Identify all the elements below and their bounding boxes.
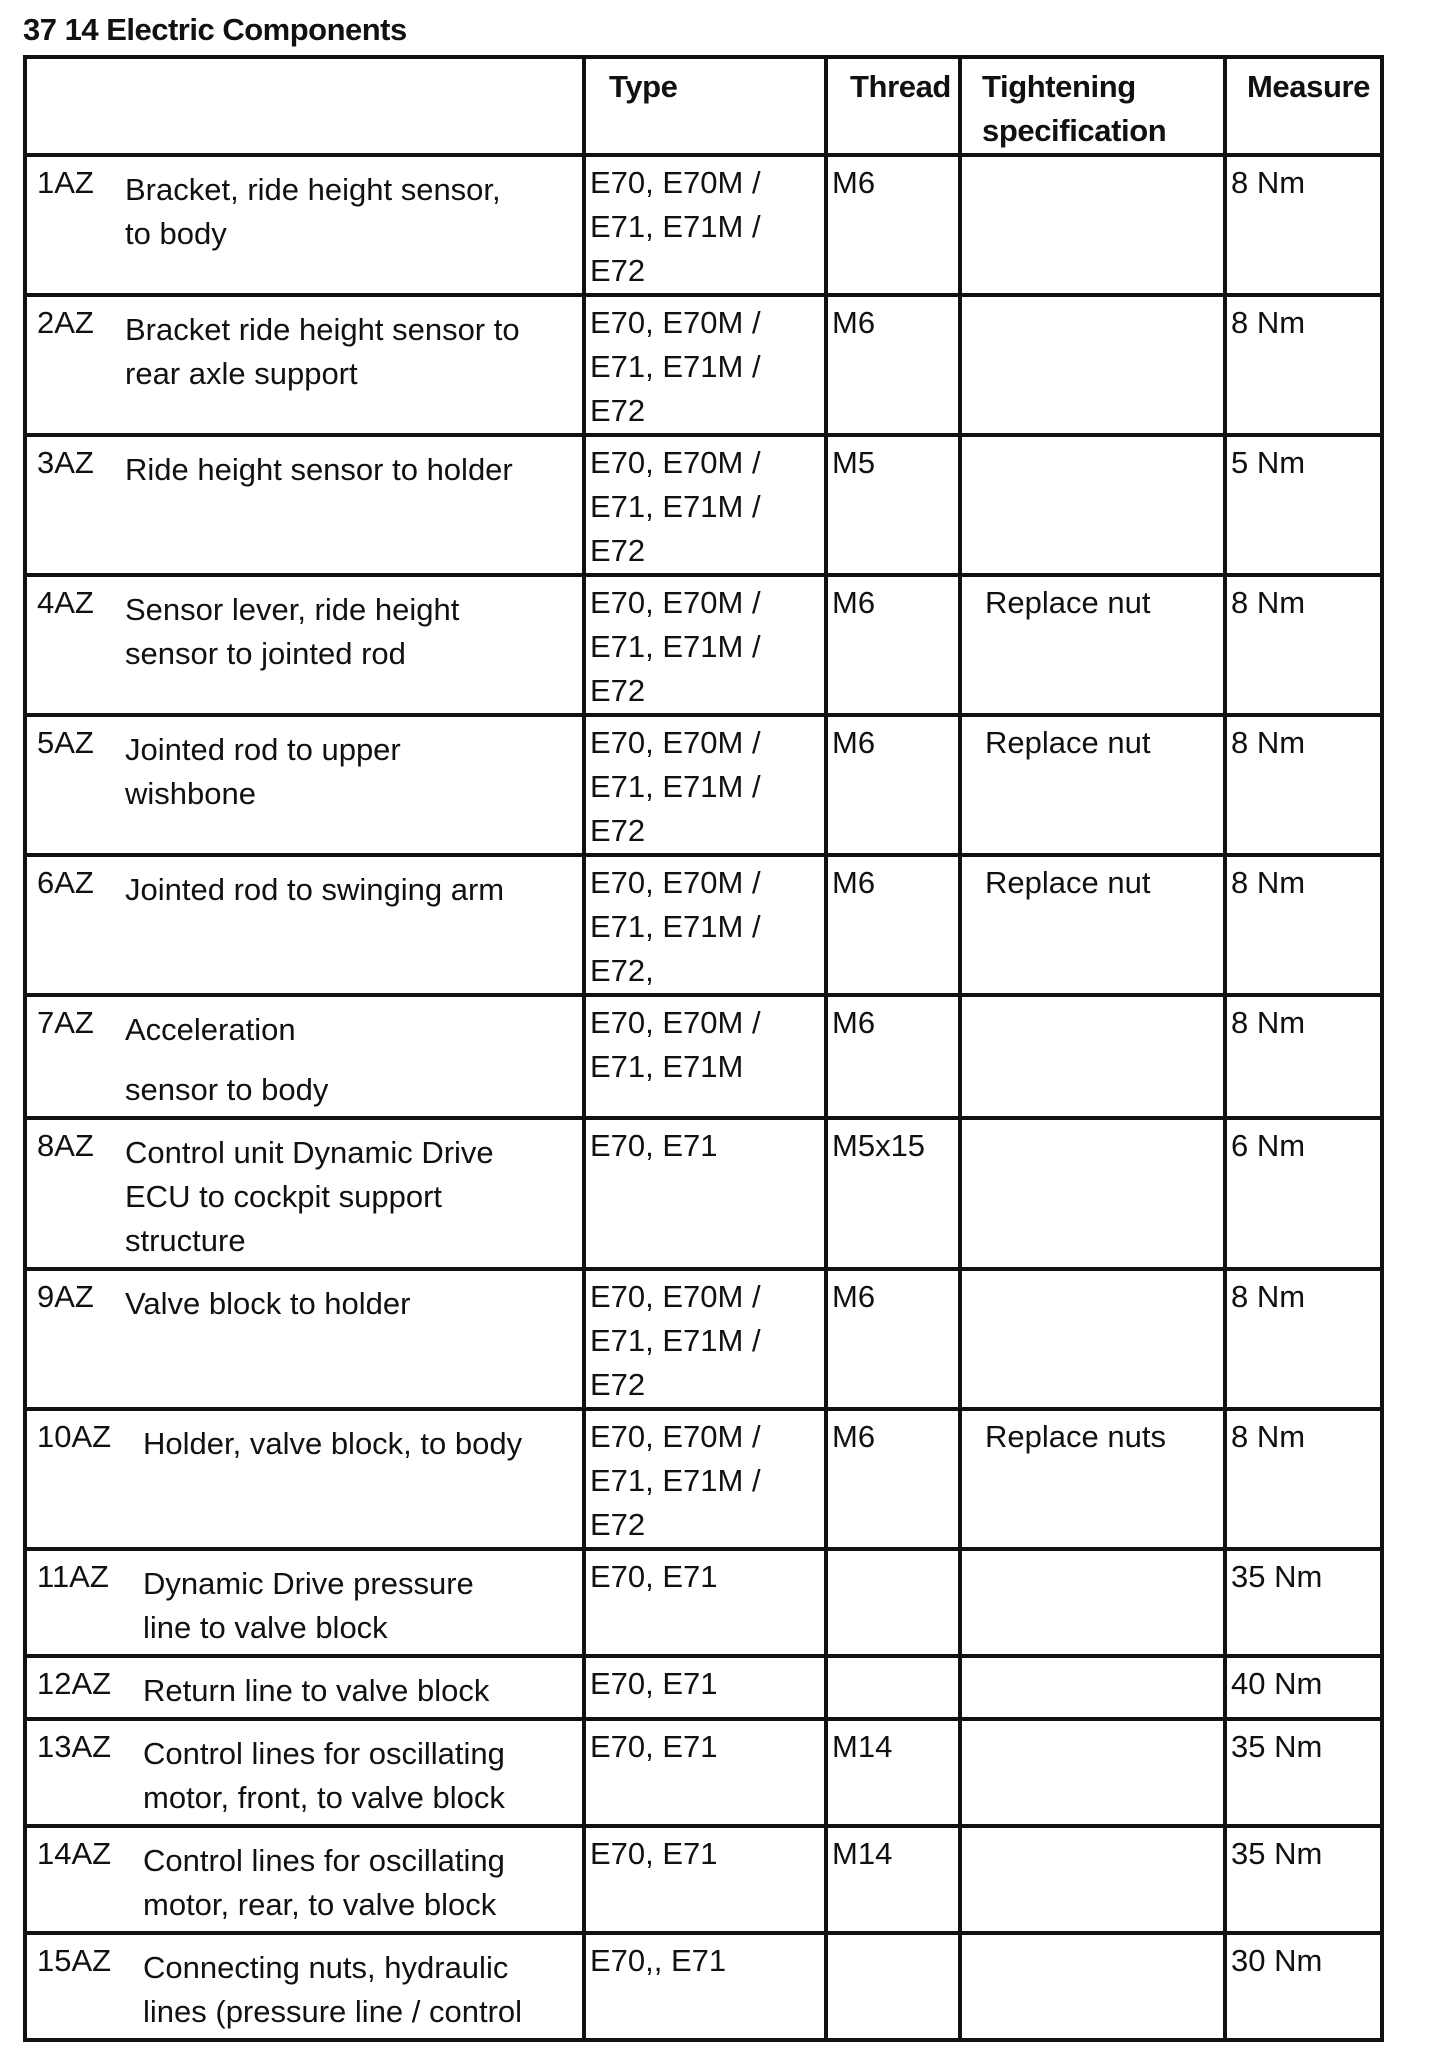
tightening-spec-cell — [960, 295, 1225, 435]
item-description: Sensor lever, ride height sensor to jointed rod — [125, 592, 460, 671]
header-tightening-specification: Tightening specification — [960, 57, 1225, 155]
item-code: 9AZ — [37, 1279, 94, 1314]
table-row — [25, 1826, 1382, 1933]
header-measure: Measure — [1225, 57, 1382, 155]
item-cell — [25, 1826, 584, 1933]
table-row — [25, 715, 1382, 855]
measure-cell: 30 Nm — [1225, 1933, 1382, 2040]
thread-cell — [826, 1549, 960, 1656]
measure-cell: 40 Nm — [1225, 1656, 1382, 1719]
type-cell: E70, E70M / E71, E71M / E72 — [584, 295, 826, 435]
measure-cell: 8 Nm — [1225, 155, 1382, 295]
table-row — [25, 435, 1382, 575]
thread-cell: M6 — [826, 295, 960, 435]
item-description: Valve block to holder — [125, 1286, 411, 1321]
item-cell — [25, 715, 584, 855]
table-row — [25, 1269, 1382, 1409]
tightening-spec-cell: Replace nut — [960, 855, 1225, 995]
thread-cell: M5x15 — [826, 1118, 960, 1269]
header-type: Type — [584, 57, 826, 155]
tightening-spec-cell — [960, 1719, 1225, 1826]
item-cell — [25, 155, 584, 295]
thread-cell: M6 — [826, 995, 960, 1118]
item-code: 15AZ — [37, 1943, 112, 1978]
item-cell — [25, 435, 584, 575]
tightening-spec-cell — [960, 1549, 1225, 1656]
thread-cell: M6 — [826, 715, 960, 855]
tightening-spec-cell: Replace nut — [960, 715, 1225, 855]
tightening-spec-cell — [960, 1118, 1225, 1269]
item-cell — [25, 1269, 584, 1409]
table-row — [25, 1719, 1382, 1826]
type-cell: E70, E70M / E71, E71M / E72 — [584, 575, 826, 715]
measure-cell: 5 Nm — [1225, 435, 1382, 575]
item-description: Dynamic Drive pressure line to valve block — [143, 1566, 474, 1645]
type-cell: E70, E70M / E71, E71M / E72 — [584, 155, 826, 295]
thread-cell: M14 — [826, 1719, 960, 1826]
item-description: Connecting nuts, hydraulic lines (pressure line / control — [143, 1950, 523, 2029]
item-description: Control unit Dynamic Drive ECU to cockpit support structure — [125, 1135, 494, 1258]
type-cell: E70, E71 — [584, 1549, 826, 1656]
measure-cell: 35 Nm — [1225, 1826, 1382, 1933]
item-description: Ride height sensor to holder — [125, 452, 513, 487]
measure-cell: 8 Nm — [1225, 295, 1382, 435]
item-code: 13AZ — [37, 1729, 112, 1764]
item-code: 11AZ — [37, 1559, 109, 1594]
thread-cell: M6 — [826, 855, 960, 995]
item-cell — [25, 1719, 584, 1826]
item-cell — [25, 1656, 584, 1719]
item-cell — [25, 995, 584, 1118]
tightening-spec-cell — [960, 1656, 1225, 1719]
header-thread: Thread — [826, 57, 960, 155]
thread-cell: M6 — [826, 1269, 960, 1409]
item-cell — [25, 855, 584, 995]
item-code: 4AZ — [37, 585, 94, 620]
table-row — [25, 1118, 1382, 1269]
thread-cell — [826, 1933, 960, 2040]
tightening-spec-cell — [960, 1269, 1225, 1409]
measure-cell: 35 Nm — [1225, 1719, 1382, 1826]
measure-cell: 35 Nm — [1225, 1549, 1382, 1656]
item-description: Return line to valve block — [143, 1673, 490, 1708]
item-description: Control lines for oscillating motor, rear, to valve block — [143, 1843, 505, 1922]
thread-cell: M5 — [826, 435, 960, 575]
measure-cell: 8 Nm — [1225, 995, 1382, 1118]
item-cell — [25, 1409, 584, 1549]
tightening-spec-cell: Replace nuts — [960, 1409, 1225, 1549]
item-code: 8AZ — [37, 1128, 94, 1163]
item-description: Control lines for oscillating motor, front, to valve block — [143, 1736, 505, 1815]
type-cell: E70, E71 — [584, 1826, 826, 1933]
measure-cell: 8 Nm — [1225, 575, 1382, 715]
table-row — [25, 1933, 1382, 2040]
table-row — [25, 995, 1382, 1118]
torque-table — [23, 55, 1384, 2042]
header-row — [25, 57, 1382, 155]
measure-cell: 8 Nm — [1225, 715, 1382, 855]
item-code: 6AZ — [37, 865, 94, 900]
tightening-spec-cell — [960, 995, 1225, 1118]
header-item — [25, 57, 584, 155]
item-code: 1AZ — [37, 165, 94, 200]
measure-cell: 8 Nm — [1225, 855, 1382, 995]
item-description: Jointed rod to upper wishbone — [125, 732, 401, 811]
table-row — [25, 1656, 1382, 1719]
item-code: 12AZ — [37, 1666, 112, 1701]
item-description: Bracket, ride height sensor, to body — [125, 172, 501, 251]
type-cell: E70, E71 — [584, 1719, 826, 1826]
measure-cell: 8 Nm — [1225, 1409, 1382, 1549]
item-cell — [25, 575, 584, 715]
tightening-spec-cell — [960, 1826, 1225, 1933]
type-cell: E70, E70M / E71, E71M / E72 — [584, 715, 826, 855]
type-cell: E70, E70M / E71, E71M / E72 — [584, 1409, 826, 1549]
item-description: Holder, valve block, to body — [143, 1426, 523, 1461]
item-code: 10AZ — [37, 1419, 112, 1454]
tightening-spec-cell — [960, 435, 1225, 575]
item-description: Bracket ride height sensor to rear axle support — [125, 312, 520, 391]
item-description: Acceleration sensor to body — [125, 1012, 329, 1107]
type-cell: E70, E71 — [584, 1656, 826, 1719]
thread-cell: M6 — [826, 1409, 960, 1549]
item-code: 5AZ — [37, 725, 94, 760]
table-row — [25, 155, 1382, 295]
table-row — [25, 1549, 1382, 1656]
type-cell: E70, E70M / E71, E71M / E72, — [584, 855, 826, 995]
item-code: 3AZ — [37, 445, 94, 480]
thread-cell: M6 — [826, 155, 960, 295]
item-description: Jointed rod to swinging arm — [125, 872, 505, 907]
item-cell — [25, 1933, 584, 2040]
table-row — [25, 1409, 1382, 1549]
tightening-spec-cell: Replace nut — [960, 575, 1225, 715]
type-cell: E70, E70M / E71, E71M / E72 — [584, 435, 826, 575]
item-code: 7AZ — [37, 1005, 94, 1040]
measure-cell: 6 Nm — [1225, 1118, 1382, 1269]
type-cell: E70, E71 — [584, 1118, 826, 1269]
item-cell — [25, 1549, 584, 1656]
thread-cell — [826, 1656, 960, 1719]
type-cell: E70, E70M / E71, E71M / E72 — [584, 1269, 826, 1409]
thread-cell: M6 — [826, 575, 960, 715]
item-code: 2AZ — [37, 305, 94, 340]
tightening-spec-cell — [960, 155, 1225, 295]
thread-cell: M14 — [826, 1826, 960, 1933]
item-cell — [25, 295, 584, 435]
table-row — [25, 855, 1382, 995]
type-cell: E70, E70M / E71, E71M — [584, 995, 826, 1118]
tightening-spec-cell — [960, 1933, 1225, 2040]
table-row — [25, 295, 1382, 435]
type-cell: E70,, E71 — [584, 1933, 826, 2040]
page-title: 37 14 Electric Components — [23, 12, 407, 47]
table-row — [25, 575, 1382, 715]
item-code: 14AZ — [37, 1836, 112, 1871]
item-cell — [25, 1118, 584, 1269]
measure-cell: 8 Nm — [1225, 1269, 1382, 1409]
